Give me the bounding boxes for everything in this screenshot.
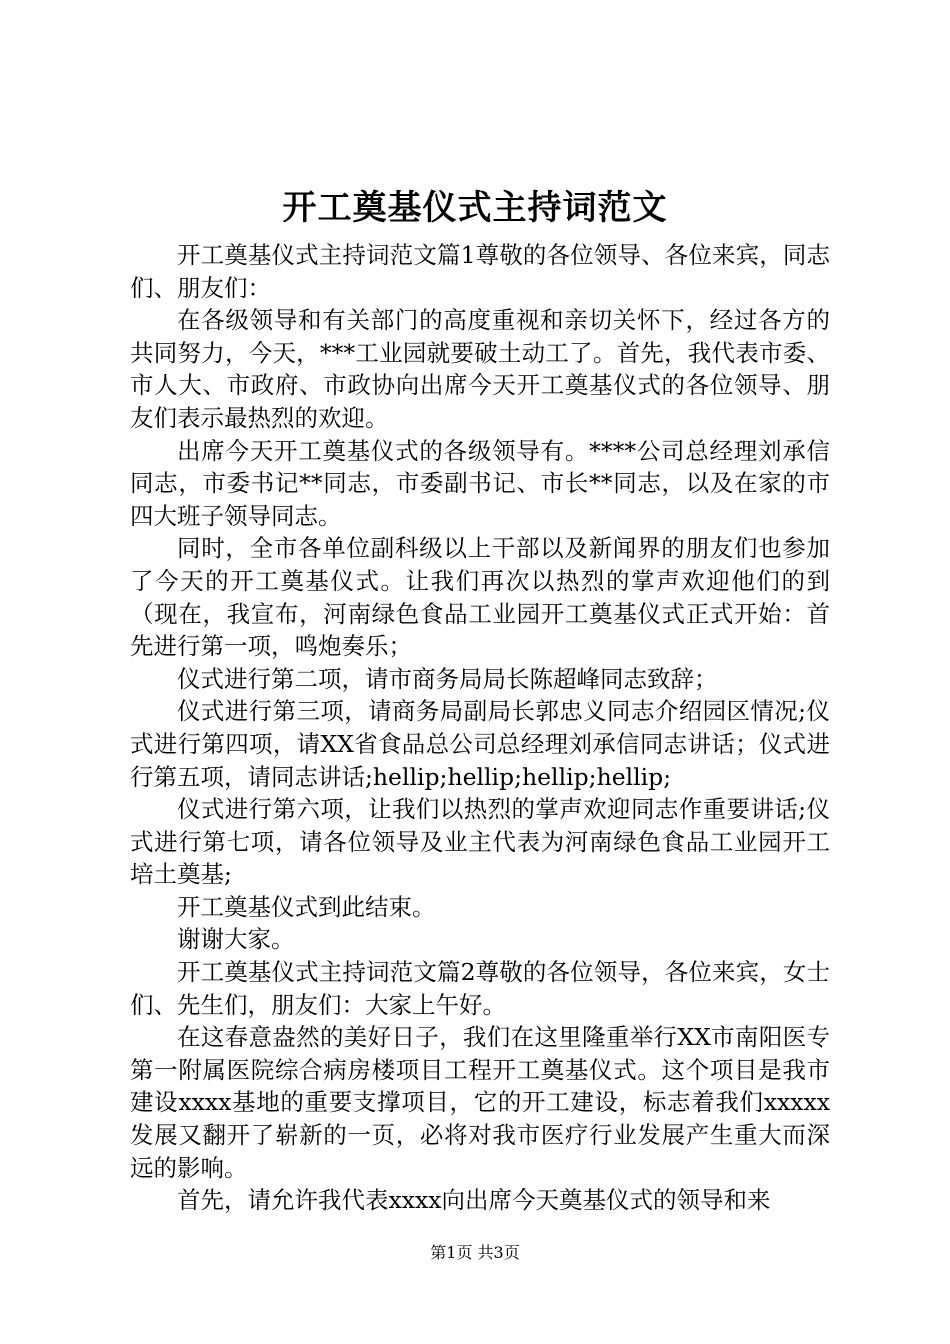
paragraph: 开工奠基仪式到此结束。 [177,892,436,921]
paragraph: 在这春意盎然的美好日子，我们在这里隆重举行XX市南阳医专第一附属医院综合病房楼项目工程开工奠基仪式。这个项目是我市建设xxxx基地的重要支撑项目，它的开工建设，标志着我们xxxxx发展又翻开了崭新的一页，必将对我市医疗行业发展产生重大而深远的影响。 [130,1023,830,1182]
page-title: 开工奠基仪式主持词范文 [282,188,668,228]
paragraph: 在各级领导和有关部门的高度重视和亲切关怀下，经过各方的共同努力，今天，***工业园就要破土动工了。首先，我代表市委、市人大、市政府、市政协向出席今天开工奠基仪式的各位领导、朋友们表示最热烈的欢迎。 [130,306,830,432]
paragraph: 同时，全市各单位副科级以上干部以及新闻界的朋友们也参加了今天的开工奠基仪式。让我们再次以热烈的掌声欢迎他们的到（现在，我宣布，河南绿色食品工业园开工奠基仪式正式开始：首先进行第一项，鸣炮奏乐； [130,534,830,661]
document-body [130,239,830,1217]
paragraph: 开工奠基仪式主持词范文篇2尊敬的各位领导，各位来宾，女士们、先生们，朋友们：大家上午好。 [130,958,830,1019]
paragraph: 首先，请允许我代表xxxx向出席今天奠基仪式的领导和来 [177,1186,771,1215]
page-footer: 第1页 共3页 [430,1243,520,1262]
paragraph: 仪式进行第六项，让我们以热烈的掌声欢迎同志作重要讲话;仪式进行第七项，请各位领导及业主代表为河南绿色食品工业园开工培土奠基; [130,795,830,889]
paragraph: 开工奠基仪式主持词范文篇1尊敬的各位领导、各位来宾，同志们、朋友们： [130,241,830,302]
paragraph: 出席今天开工奠基仪式的各级领导有。****公司总经理刘承信同志，市委书记**同志，市委副书记、市长**同志，以及在家的市四大班子领导同志。 [130,436,830,530]
paragraph: 谢谢大家。 [177,925,295,954]
paragraph: 仪式进行第二项，请市商务局局长陈超峰同志致辞； [177,664,718,693]
paragraph: 仪式进行第三项，请商务局副局长郭忠义同志介绍园区情况;仪式进行第四项，请XX省食品总公司总经理刘承信同志讲话；仪式进行第五项，请同志讲话;hellip;hellip;hellip;hellip; [130,697,830,791]
